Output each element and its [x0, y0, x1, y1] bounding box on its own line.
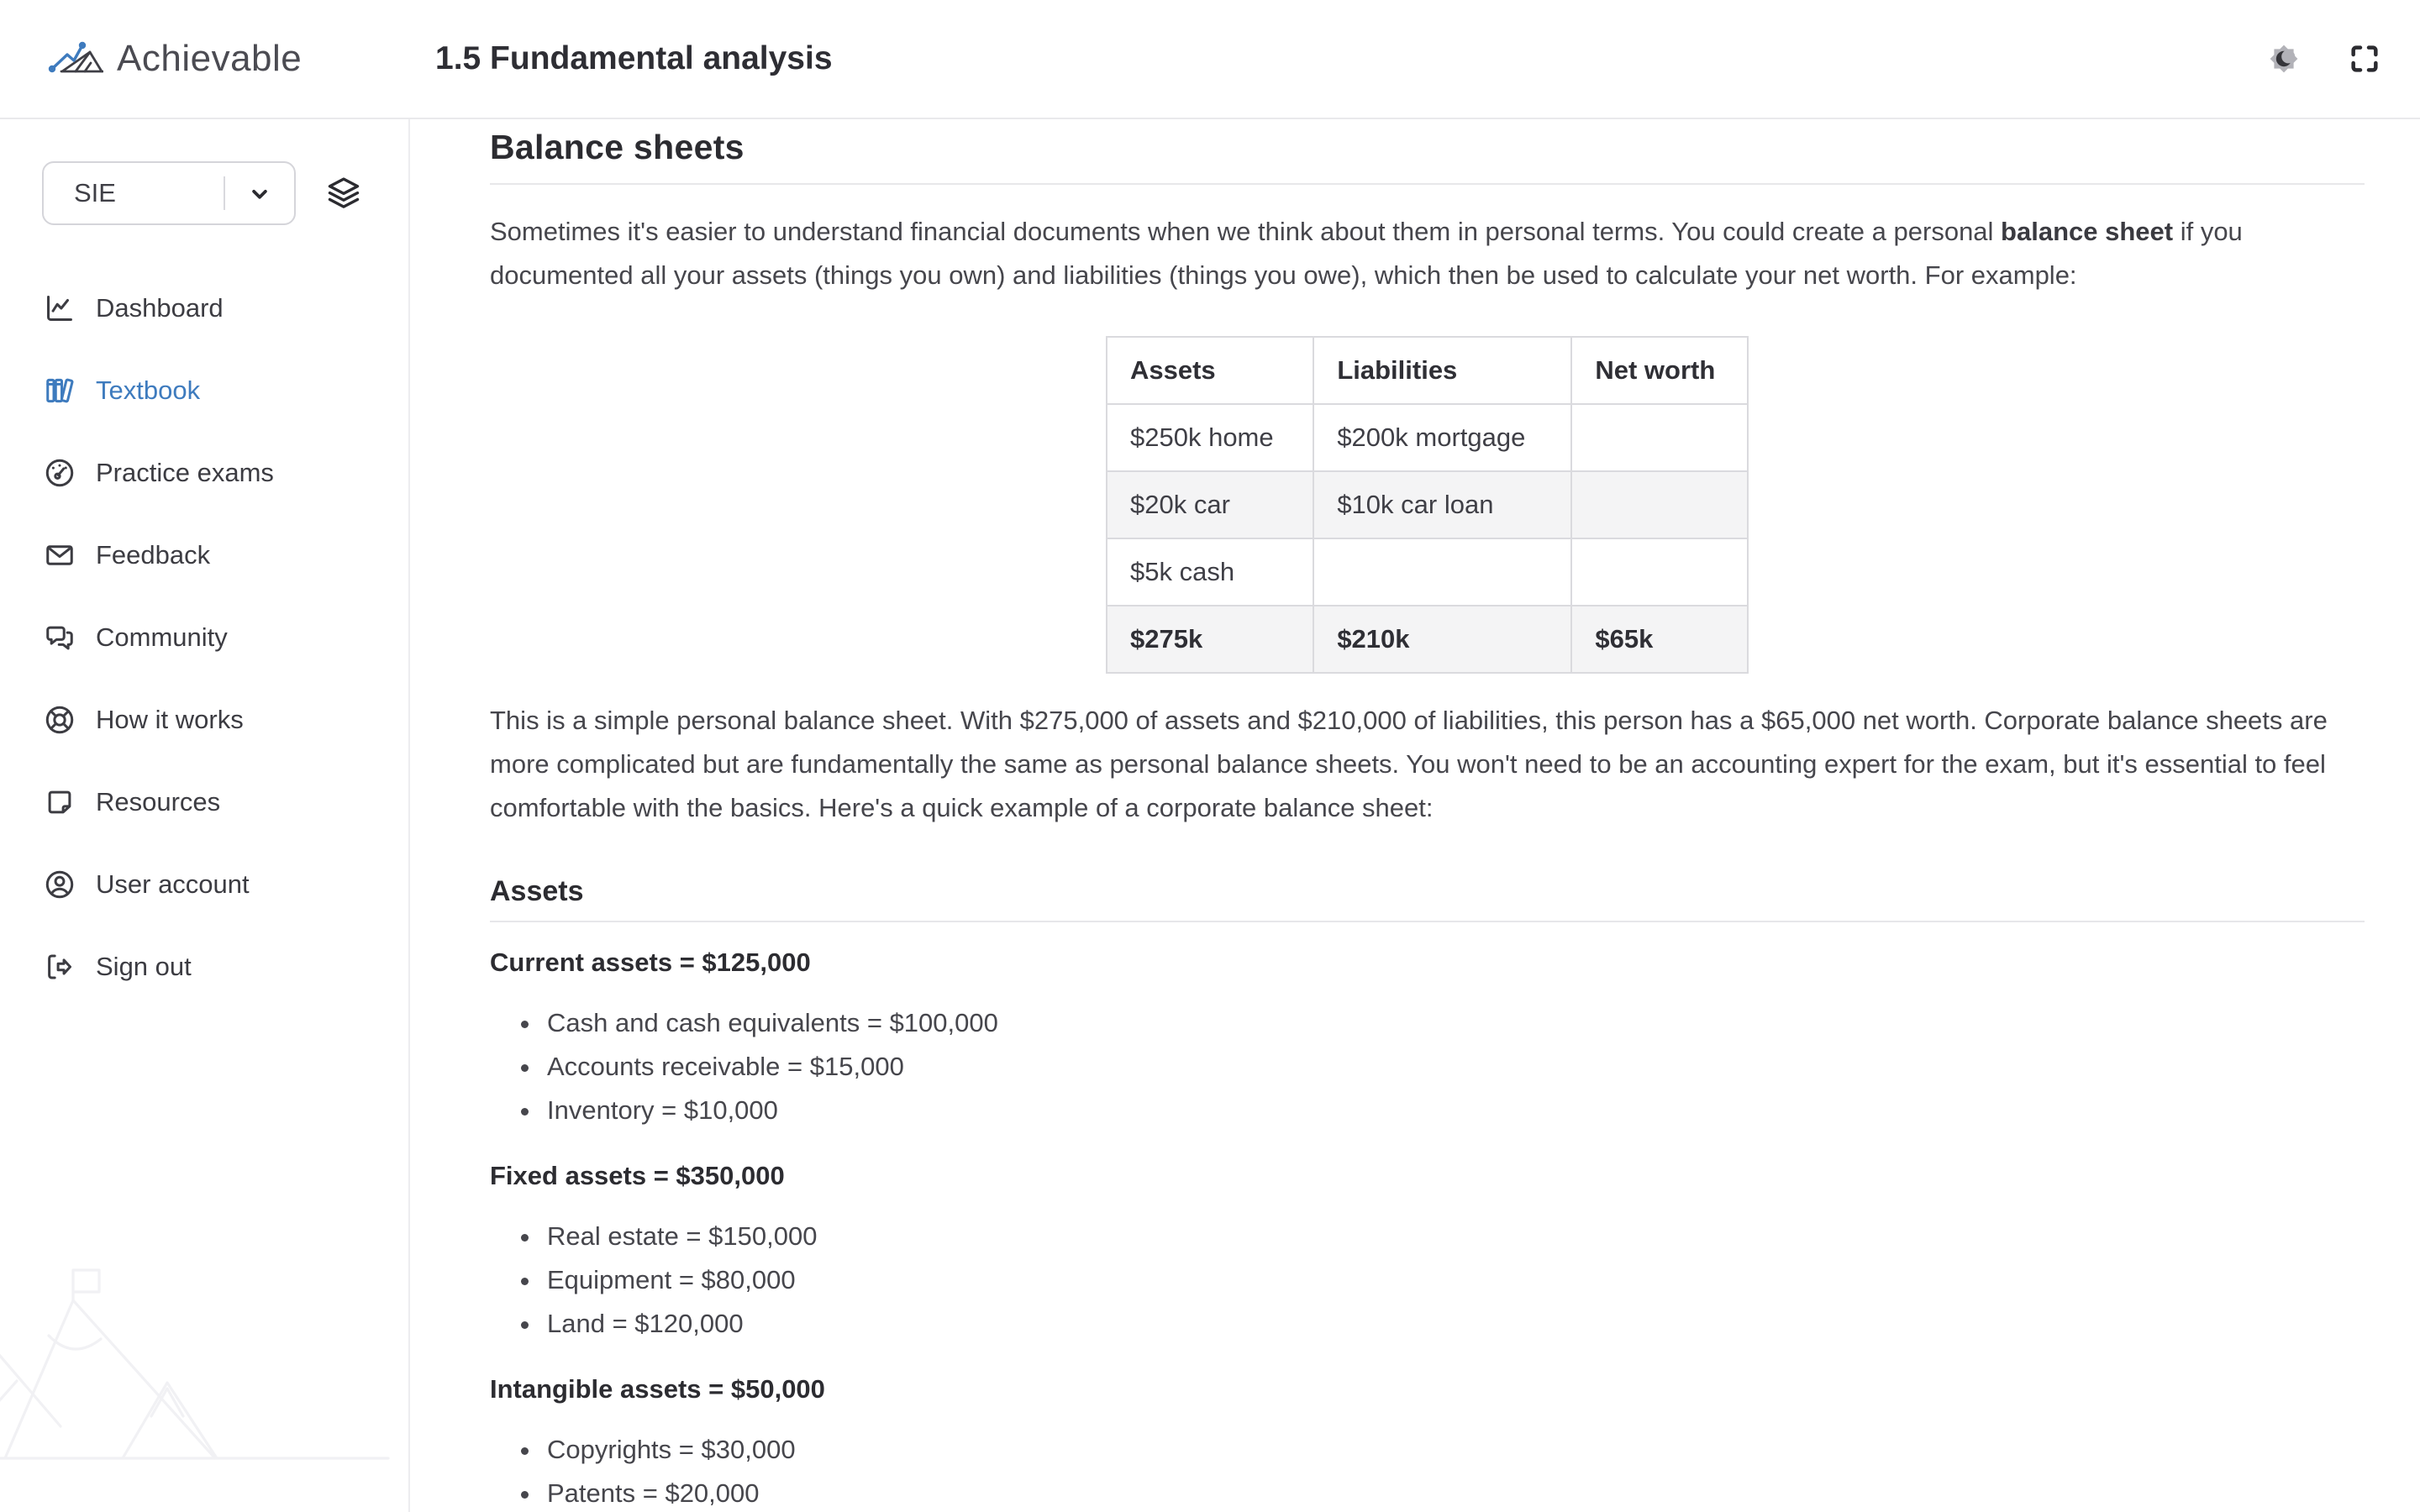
gauge-icon: [44, 457, 76, 489]
sign-out-icon: [44, 951, 76, 983]
cell: $200k mortgage: [1313, 404, 1571, 471]
divider: [490, 183, 2365, 185]
sidebar-item-practice-exams[interactable]: [0, 432, 408, 514]
note-icon: [44, 786, 76, 818]
sidebar-item-resources[interactable]: [0, 761, 408, 843]
sidebar-item-label: Sign out: [96, 952, 192, 981]
list-item: • Equipment = $80,000: [542, 1258, 2365, 1302]
sidebar-item-dashboard[interactable]: [0, 267, 408, 349]
sidebar-item-community[interactable]: [0, 596, 408, 679]
logo-text: Achievable: [117, 38, 302, 79]
sidebar-item-label: Textbook: [96, 375, 201, 405]
table-row: [1107, 538, 1748, 606]
list-item: • Real estate = $150,000: [542, 1215, 2365, 1258]
cell: $275k: [1107, 606, 1313, 673]
life-buoy-icon: [44, 704, 76, 736]
cell: [1571, 538, 1748, 606]
layers-icon: [324, 174, 363, 213]
cell: $20k car: [1107, 471, 1313, 538]
group-heading-intangible-assets: Intangible assets = $50,000: [490, 1374, 825, 1404]
course-layers-button[interactable]: [324, 174, 363, 213]
list-item: • Accounts receivable = $15,000: [542, 1045, 2365, 1089]
books-icon: [44, 375, 76, 407]
divider: [490, 921, 2365, 922]
sidebar-item-label: Resources: [96, 787, 221, 816]
sun-moon-icon: [2264, 39, 2304, 79]
table-totals-row: [1107, 606, 1748, 673]
course-select[interactable]: [42, 161, 296, 225]
sidebar-item-label: How it works: [96, 705, 244, 734]
group-heading-current-assets: Current assets = $125,000: [490, 948, 811, 977]
page-title: 1.5 Fundamental analysis: [435, 40, 833, 76]
course-select-value: SIE: [74, 178, 116, 207]
user-circle-icon: [44, 869, 76, 900]
header-icons: [2259, 34, 2420, 84]
list-item: • Patents = $20,000: [542, 1472, 2365, 1512]
sidebar-item-label: Dashboard: [96, 293, 224, 323]
sidebar-item-feedback[interactable]: [0, 514, 408, 596]
intro-after: if you documented all your assets (things you own) and liabilities (things you owe), which then be used to calculate your net worth. For example:: [490, 217, 2243, 290]
assets-section-heading: Assets: [490, 875, 584, 907]
list-item: • Cash and cash equivalents = $100,000: [542, 1001, 2365, 1045]
col-header-net-worth: Net worth: [1571, 337, 1748, 404]
fixed-assets-list: [490, 1215, 2365, 1346]
sidebar-item-user-account[interactable]: [0, 843, 408, 926]
cell: $250k home: [1107, 404, 1313, 471]
sidebar-item-how-it-works[interactable]: [0, 679, 408, 761]
cell: $65k: [1571, 606, 1748, 673]
list-item: • Inventory = $10,000: [542, 1089, 2365, 1132]
explanation-paragraph: This is a simple personal balance sheet. With $275,000 of assets and $210,000 of liabilities, this person has a $65,000 net worth. Corporate balance sheets are more complicated but are fundamentally the same as personal balance sheets. You won't need to be an accounting expert for the exam, but it's essential to feel comfortable with the basics. Here's a quick example of a corporate balance sheet:: [490, 706, 2328, 822]
intro-before: Sometimes it's easier to understand financial documents when we think about them in personal terms. You could create a personal: [490, 217, 2002, 246]
intro-bold: balance sheet: [2001, 217, 2174, 246]
chat-bubbles-icon: [44, 622, 76, 654]
group-heading-fixed-assets: Fixed assets = $350,000: [490, 1161, 785, 1190]
table-header-row: [1107, 337, 1748, 404]
intro-paragraph: [490, 210, 2365, 297]
table-row: [1107, 471, 1748, 538]
chevron-down-icon: [247, 181, 272, 207]
sidebar-item-label: User account: [96, 869, 250, 899]
sidebar: [0, 119, 410, 1512]
brand-logo[interactable]: [0, 38, 410, 80]
fullscreen-button[interactable]: [2343, 37, 2386, 81]
col-header-liabilities: Liabilities: [1313, 337, 1571, 404]
cell: [1571, 471, 1748, 538]
balance-table-wrap: [1106, 336, 1749, 674]
cell: $10k car loan: [1313, 471, 1571, 538]
current-assets-list: [490, 1001, 2365, 1132]
list-item: • Copyrights = $30,000: [542, 1428, 2365, 1472]
line-chart-icon: [44, 292, 76, 324]
mountains-watermark-icon: [0, 1216, 390, 1468]
intangible-assets-list: [490, 1428, 2365, 1512]
sidebar-item-textbook[interactable]: [0, 349, 408, 432]
cell: [1313, 538, 1571, 606]
cell: [1571, 404, 1748, 471]
list-item: • Land = $120,000: [542, 1302, 2365, 1346]
mail-icon: [44, 539, 76, 571]
top-header: [0, 0, 2420, 119]
col-header-assets: Assets: [1107, 337, 1313, 404]
theme-toggle-button[interactable]: [2259, 34, 2309, 84]
main-content: [410, 119, 2420, 1512]
cell: $210k: [1313, 606, 1571, 673]
balance-table: [1106, 336, 1749, 674]
cell: $5k cash: [1107, 538, 1313, 606]
fullscreen-icon: [2348, 42, 2381, 76]
sidebar-item-label: Community: [96, 622, 228, 652]
sidebar-item-label: Feedback: [96, 540, 211, 570]
sidebar-item-label: Practice exams: [96, 458, 274, 487]
section-title: Balance sheets: [490, 128, 744, 166]
sidebar-item-sign-out[interactable]: [0, 926, 408, 1008]
logo-icon: [48, 40, 103, 77]
table-row: [1107, 404, 1748, 471]
select-divider: [224, 176, 225, 210]
sidebar-nav: [0, 267, 408, 1008]
